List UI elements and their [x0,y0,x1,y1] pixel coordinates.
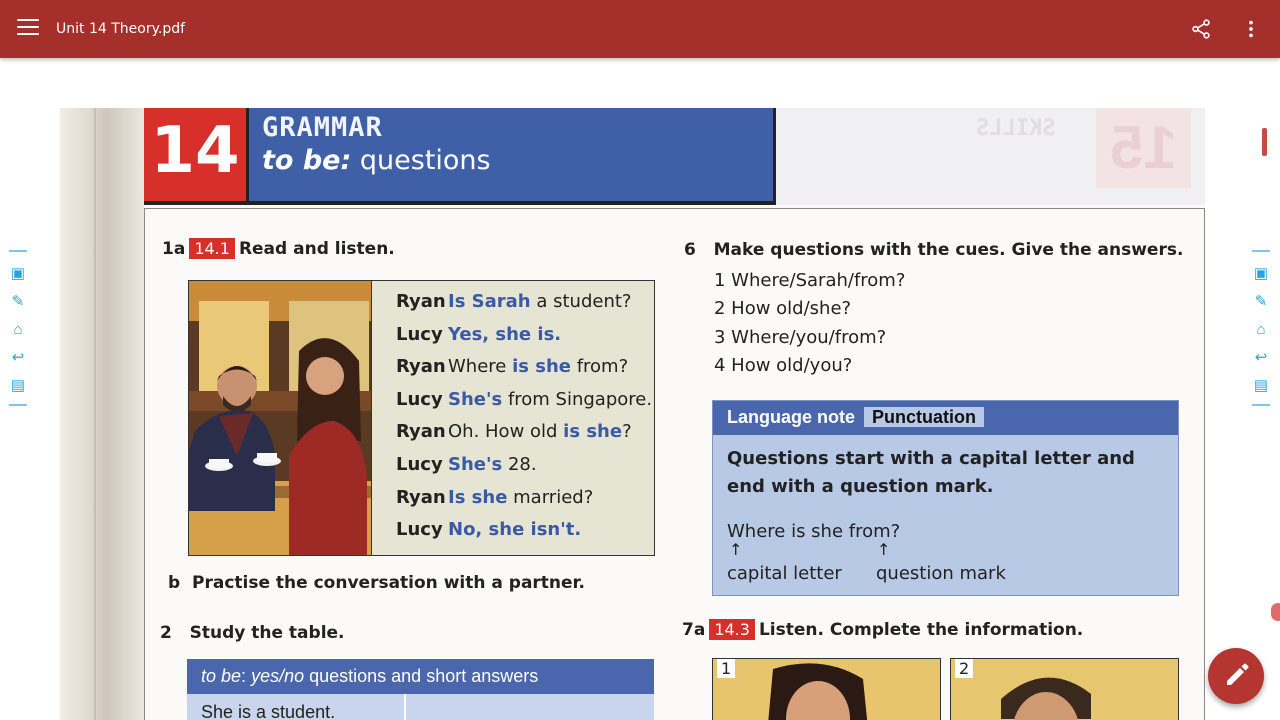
dialogue-line [396,291,631,312]
display-icon[interactable]: ▤ [1253,377,1269,394]
photo-2 [950,658,1179,720]
speaker-name: Lucy [396,519,443,541]
audio-badge[interactable]: 14.3 [709,619,755,640]
scroll-indicator[interactable] [1271,603,1280,621]
speaker-name: Ryan [396,291,446,312]
dialogue-text: a student? [530,291,632,312]
display-icon[interactable]: ▤ [10,377,26,394]
exercise-6-item: 1 Where/Sarah/from? [714,270,906,291]
dialogue-line [396,421,632,442]
speaker-name: Lucy [396,454,443,475]
speaker-name: Ryan [396,486,446,508]
dialogue-line [396,356,628,377]
language-note-rule: Questions start with a capital letter and end with a question mark. [727,448,1135,497]
exercise-6-heading: 6 Make questions with the cues. Give the answers. [684,240,1184,260]
question-arrow: ↑ [877,540,891,559]
unit-subtitle: to be: questions [262,145,491,176]
page-gutter [60,108,144,720]
dialogue-line [396,519,581,540]
dialogue-text: from Singapore. [502,388,653,410]
dialogue-text: She's [448,388,503,410]
dialogue-text: She's [448,454,503,475]
language-note-example: Where is she from? [727,521,901,542]
dialogue-text: No, she isn't. [448,519,582,541]
scrollbar-thumb[interactable] [1262,128,1267,156]
dialogue-text: ? [622,421,632,443]
pen-icon[interactable]: ✎ [11,293,25,310]
unit-title-block [246,108,776,205]
dialogue-line [396,454,537,475]
menu-icon[interactable] [17,19,39,39]
app-bar [0,0,1280,58]
dialogue-line [396,487,593,508]
right-toolbar-rail [1249,250,1273,418]
table-cell: She is a student. [187,694,406,720]
ghost-number: 15 [1096,108,1191,188]
speaker-name: Ryan [396,421,446,443]
exercise-6-item: 3 Where/you/from? [714,327,887,348]
photo-number: 2 [955,659,973,678]
thumbnail-icon[interactable]: ▣ [10,265,26,282]
capital-arrow: ↑ [729,540,743,559]
home-icon[interactable]: ⌂ [13,321,23,338]
exercise-7a-heading: 7a 14.3 Listen. Complete the information. [682,620,1084,640]
dialogue-text: Is Sarah [448,291,531,312]
unit-section: GRAMMAR [262,112,383,143]
capital-letter-label: capital letter [727,563,842,584]
show-through-header [776,108,1205,205]
pencil-icon [1208,648,1264,704]
pdf-viewer[interactable] [0,58,1280,720]
photo-1 [712,658,941,720]
speaker-name: Lucy [396,323,443,345]
table-header: to be: yes/no questions and short answers [187,659,654,694]
share-icon[interactable] [1190,18,1212,40]
exercise-2-heading: 2 Study the table. [160,623,345,643]
unit-number: 14 [144,108,246,205]
exercise-6-item: 2 How old/she? [714,298,852,319]
dialogue-line [396,389,652,410]
dialogue-box [372,280,655,556]
speaker-name: Lucy [396,388,443,410]
dialogue-line [396,324,561,345]
edit-button[interactable] [1208,648,1264,704]
back-icon[interactable]: ↩ [11,349,25,366]
language-note [712,400,1179,596]
exercise-1b-heading: b Practise the conversation with a partner. [168,573,585,593]
dialogue-text: Is she [448,486,508,508]
rail-divider [1252,250,1270,252]
rail-divider [1252,404,1270,406]
dialogue-text: is she [512,356,571,378]
exercise-1a-heading: 1a 14.1 Read and listen. [162,239,395,259]
dialogue-text: from? [570,356,629,378]
speaker-name: Ryan [396,356,446,378]
exercise-6-item: 4 How old/you? [714,355,853,376]
rail-divider [9,250,27,252]
thumbnail-icon[interactable]: ▣ [1253,265,1269,282]
more-options-icon[interactable] [1240,18,1262,40]
document-title: Unit 14 Theory.pdf [56,21,186,37]
home-icon[interactable]: ⌂ [1256,321,1266,338]
question-mark-label: question mark [876,563,1006,584]
dialogue-text: Where [448,356,513,378]
pen-icon[interactable]: ✎ [1254,293,1268,310]
table-row [187,694,654,720]
dialogue-text: married? [507,486,594,508]
cafe-illustration [188,280,372,556]
back-icon[interactable]: ↩ [1254,349,1268,366]
pdf-page [60,108,1205,720]
photo-number: 1 [717,659,735,678]
dialogue-text: Yes, she is. [448,323,562,345]
audio-badge[interactable]: 14.1 [189,238,235,259]
dialogue-text: 28. [502,454,537,475]
ghost-text: SKILLS [976,116,1056,141]
dialogue-text: Oh. How old [448,421,564,443]
left-toolbar-rail [6,250,30,418]
dialogue-text: is she [563,421,623,443]
language-note-header: Language note Punctuation [713,401,1178,435]
rail-divider [9,404,27,406]
